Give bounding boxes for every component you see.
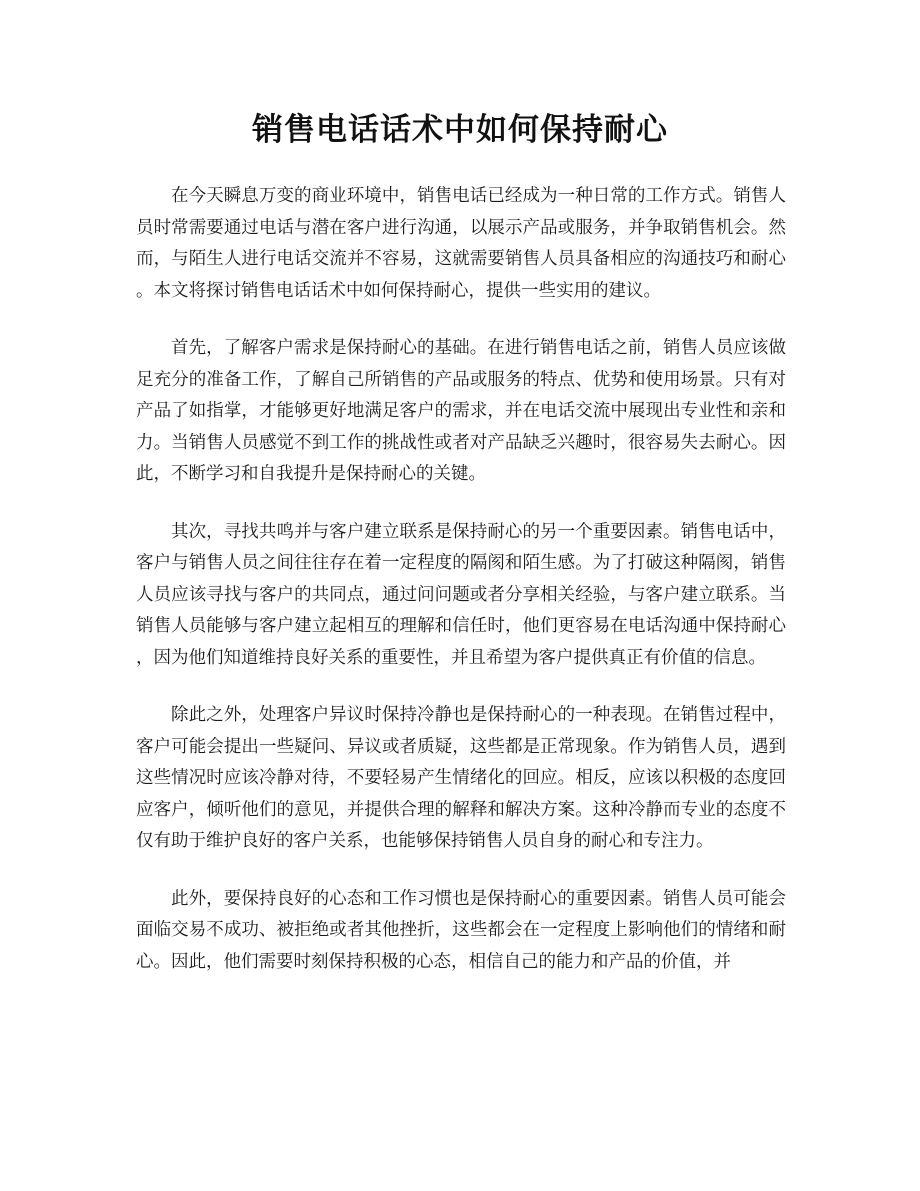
document-title: 销售电话话术中如何保持耐心: [252, 112, 668, 148]
paragraph: 除此之外，处理客户异议时保持冷静也是保持耐心的一种表现。在销售过程中，客户可能会提出一些疑问、异议或者质疑，这些都是正常现象。作为销售人员，遇到这些情况时应该冷静对待，不要轻易产生情绪化的回应。相反，应该以积极的态度回应客户，倾听他们的意见，并提供合理的解释和解决方案。这种冷静而专业的态度不仅有助于维护良好的客户关系，也能够保持销售人员自身的耐心和专注力。: [136, 705, 786, 851]
paragraph: 在今天瞬息万变的商业环境中，销售电话已经成为一种日常的工作方式。销售人员时常需要通过电话与潜在客户进行沟通，以展示产品或服务，并争取销售机会。然而，与陌生人进行电话交流并不容易，这就需要销售人员具备相应的沟通技巧和耐心。本文将探讨销售电话话术中如何保持耐心，提供一些实用的建议。: [136, 186, 786, 301]
paragraph: 此外，要保持良好的心态和工作习惯也是保持耐心的重要因素。销售人员可能会面临交易不成功、被拒绝或者其他挫折，这些都会在一定程度上影响他们的情绪和耐心。因此，他们需要时刻保持积极的心态，相信自己的能力和产品的价值，并: [136, 888, 786, 972]
paragraph: 首先，了解客户需求是保持耐心的基础。在进行销售电话之前，销售人员应该做足充分的准备工作，了解自己所销售的产品或服务的特点、优势和使用场景。只有对产品了如指掌，才能够更好地满足客户的需求，并在电话交流中展现出专业性和亲和力。当销售人员感觉不到工作的挑战性或者对产品缺乏兴趣时，很容易失去耐心。因此，不断学习和自我提升是保持耐心的关键。: [136, 338, 786, 484]
paragraph: 其次，寻找共鸣并与客户建立联系是保持耐心的另一个重要因素。销售电话中，客户与销售人员之间往往存在着一定程度的隔阂和陌生感。为了打破这种隔阂，销售人员应该寻找与客户的共同点，通过问问题或者分享相关经验，与客户建立联系。当销售人员能够与客户建立起相互的理解和信任时，他们更容易在电话沟通中保持耐心，因为他们知道维持良好关系的重要性，并且希望为客户提供真正有价值的信息。: [136, 521, 786, 668]
document-body: [136, 181, 786, 1191]
